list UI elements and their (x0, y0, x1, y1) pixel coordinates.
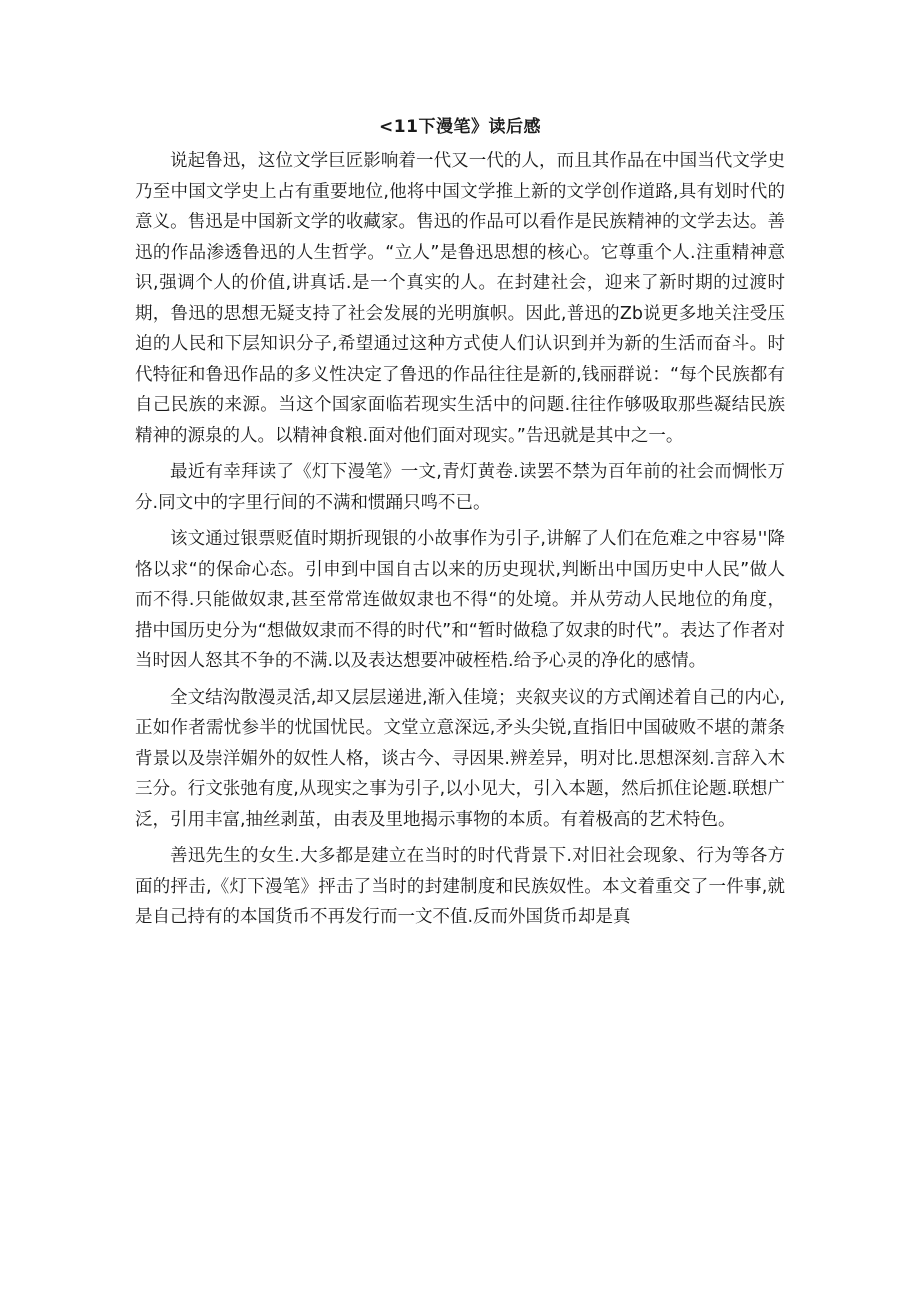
document-page (135, 112, 785, 939)
paragraph-3: 该文通过银票贬值时期折现银的小故事作为引子,讲解了人们在危难之中容易''降恪以求“的保命心态。引申到中国自古以来的历史现状,判断出中国历史中人民”做人而不得.只能做奴隶,甚至常常连做奴隶也不得“的处境。并从劳动人民地位的角度，措中国历史分为“想做奴隶而不得的时代”和“暂时做稳了奴隶的时代”。表达了作者对当时因人怒其不争的不满.以及表达想要冲破桎梏.给予心灵的净化的感情。 (135, 529, 785, 671)
paragraph-2: 最近有幸拜读了《灯下漫笔》一文,青灯黄卷.读罢不禁为百年前的社会而惆怅万分.同文中的字里行间的不满和惯踊只鸣不已。 (135, 462, 785, 513)
paragraph-1: 说起鲁迅，这位文学巨匠影响着一代又一代的人，而且其作品在中国当代文学史乃至中国文学史上占有重要地位,他将中国文学推上新的文学创作道路,具有划时代的意义。售迅是中国新文学的收藏家。售迅的作品可以看作是民族精神的文学去达。善迅的作品渗透鲁迅的人生哲学。“立人”是鲁迅思想的核心。它尊重个人.注重精神意识,强调个人的价值,讲真话.是一个真实的人。在封建社会，迎来了新时期的过渡时期，鲁迅的思想无疑支持了社会发展的光明旗帜。因此,普迅的Zb说更多地关注受压迫的人民和下层知识分子,希望通过这种方式使人们认识到并为新的生活而奋斗。时代特征和鲁迅作品的多义性决定了鲁迅的作品往往是新的,钱丽群说：“每个民族都有自己民族的来源。当这个国家面临若现实生活中的问题.往往作够吸取那些凝结民族精神的源泉的人。以精神食粮.面对他们面对现实。”告迅就是其中之一。 (135, 151, 785, 446)
paragraph-5: 善迅先生的女生.大多都是建立在当时的时代背景下.对旧社会现象、行为等各方面的抨击,《灯下漫笔》抨击了当时的封建制度和民族奴性。本文着重交了一件事,就是自己持有的本国货币不再发行而一文不值.反而外国货币却是真 (135, 846, 785, 927)
paragraph-4: 全文结沟散漫灵活,却又层层递进,渐入佳境；夹叙夹议的方式阐述着自己的内心,正如作者需忧参半的忧国忧民。文堂立意深远,矛头尖锐,直指旧中国破败不堪的萧条背景以及崇洋媚外的奴性人格，谈古今、寻因果.辨差异，明对比.思想深刻.言辞入木三分。行文张弛有度,从现实之事为引子,以小见大，引入本题，然后抓住论题.联想广泛，引用丰富,抽丝剥茧，由表及里地揭示事物的本质。有着极高的艺术特色。 (135, 687, 785, 830)
document-title: <11下漫笔》读后感 (379, 117, 541, 137)
